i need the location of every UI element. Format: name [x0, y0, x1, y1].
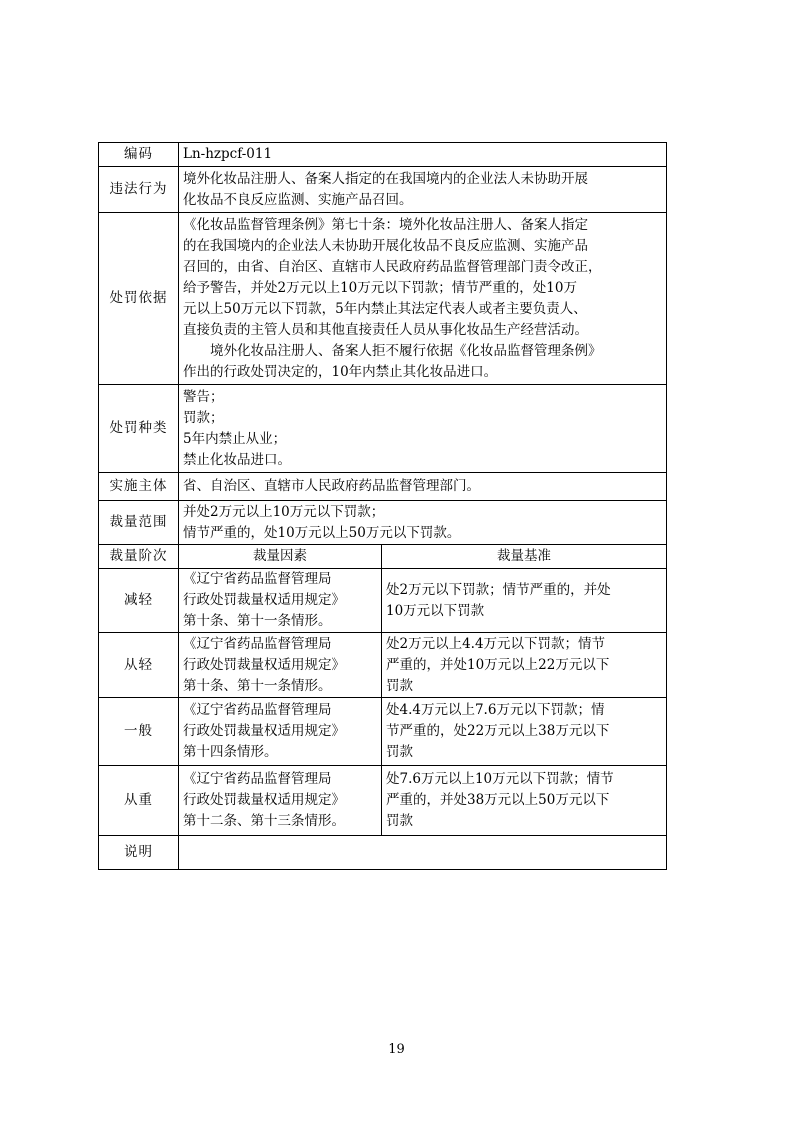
penalty-types-label: 处罚种类 [99, 385, 179, 473]
level-factors [179, 766, 382, 836]
basis-line: 直接负责的主管人员和其他直接责任人员从事化妆品生产经营活动。 [183, 321, 588, 338]
standard-line: 罚款 [386, 677, 413, 694]
level-standard [382, 698, 667, 766]
basis-line: 给予警告，并处2万元以上10万元以下罚款；情节严重的，处10万 [183, 279, 577, 296]
code-value: Ln-hzpcf-011 [179, 143, 667, 167]
factor-line: 第十条、第十一条情形。 [183, 613, 332, 629]
factor-line: 行政处罚裁量权适用规定》 [183, 792, 345, 808]
row-authority [99, 473, 667, 501]
standard-line: 10万元以下罚款 [386, 602, 485, 619]
standard-line: 处2万元以下罚款；情节严重的，并处 [386, 581, 611, 598]
row-level-mitigated [99, 569, 667, 633]
standard-line: 严重的，并处38万元以上50万元以下 [386, 792, 610, 808]
range-line: 并处2万元以上10万元以下罚款； [183, 503, 385, 520]
authority-value: 省、自治区、直辖市人民政府药品监督管理部门。 [179, 473, 667, 501]
row-note [99, 836, 667, 870]
row-levels-header [99, 545, 667, 569]
basis-text [179, 213, 667, 385]
row-level-general [99, 698, 667, 766]
level-label: 一般 [99, 698, 179, 766]
level-factors [179, 569, 382, 633]
row-range [99, 501, 667, 545]
row-penalty-types [99, 385, 667, 473]
penalty-type: 禁止化妆品进口。 [183, 451, 291, 468]
violation-line: 化妆品不良反应监测、实施产品召回。 [183, 191, 413, 208]
factor-line: 《辽宁省药品监督管理局 [183, 771, 332, 787]
standard-line: 严重的，并处10万元以上22万元以下 [386, 656, 610, 673]
factor-line: 第十条、第十一条情形。 [183, 677, 332, 694]
basis-line: 境外化妆品注册人、备案人拒不履行依据《化妆品监督管理条例》 [210, 342, 602, 359]
range-line: 情节严重的，处10万元以上50万元以下罚款。 [183, 524, 461, 541]
level-standard [382, 569, 667, 633]
level-standard [382, 633, 667, 698]
note-value [179, 836, 667, 870]
note-label: 说明 [99, 836, 179, 870]
basis-line: 的在我国境内的企业法人未协助开展化妆品不良反应监测、实施产品 [183, 237, 588, 254]
basis-line: 元以上50万元以下罚款，5年内禁止其法定代表人或者主要负责人、 [183, 300, 587, 317]
basis-label: 处罚依据 [99, 213, 179, 385]
factor-line: 第十二条、第十三条情形。 [183, 813, 345, 829]
level-factors [179, 698, 382, 766]
standard-line: 处2万元以上4.4万元以下罚款；情节 [386, 635, 606, 652]
basis-line: 《化妆品监督管理条例》第七十条：境外化妆品注册人、备案人指定 [183, 216, 588, 233]
authority-label: 实施主体 [99, 473, 179, 501]
row-level-heavier [99, 766, 667, 836]
factor-line: 行政处罚裁量权适用规定》 [183, 592, 345, 608]
standard-line: 罚款 [386, 813, 413, 829]
factor-line: 行政处罚裁量权适用规定》 [183, 656, 345, 673]
standard-line: 节严重的，处22万元以上38万元以下 [386, 723, 610, 739]
penalty-type: 罚款； [183, 409, 224, 426]
level-label: 从重 [99, 766, 179, 836]
page-number: 19 [388, 1042, 405, 1057]
violation-line: 境外化妆品注册人、备案人指定的在我国境内的企业法人未协助开展 [183, 170, 588, 187]
penalty-types-text [179, 385, 667, 473]
range-label: 裁量范围 [99, 501, 179, 545]
row-level-lighter [99, 633, 667, 698]
factor-line: 《辽宁省药品监督管理局 [183, 635, 332, 652]
factors-header: 裁量因素 [179, 545, 382, 569]
factor-line: 《辽宁省药品监督管理局 [183, 571, 332, 587]
row-basis [99, 213, 667, 385]
basis-line: 作出的行政处罚决定的，10年内禁止其化妆品进口。 [183, 363, 498, 380]
standard-line: 处7.6万元以上10万元以下罚款；情节 [386, 771, 614, 787]
penalty-type: 5年内禁止从业； [183, 430, 287, 447]
violation-label: 违法行为 [99, 167, 179, 213]
range-text [179, 501, 667, 545]
level-standard [382, 766, 667, 836]
factor-line: 《辽宁省药品监督管理局 [183, 702, 332, 718]
penalty-type: 警告； [183, 388, 224, 405]
standard-line: 处4.4万元以上7.6万元以下罚款；情 [386, 702, 605, 718]
standard-line: 罚款 [386, 744, 413, 760]
code-label: 编码 [99, 143, 179, 167]
level-factors [179, 633, 382, 698]
basis-line: 召回的，由省、自治区、直辖市人民政府药品监督管理部门责令改正， [183, 258, 602, 275]
level-label: 减轻 [99, 569, 179, 633]
penalty-table [98, 142, 667, 870]
level-label: 从轻 [99, 633, 179, 698]
levels-header-label: 裁量阶次 [99, 545, 179, 569]
standard-header: 裁量基准 [382, 545, 667, 569]
factor-line: 行政处罚裁量权适用规定》 [183, 723, 345, 739]
row-violation [99, 167, 667, 213]
factor-line: 第十四条情形。 [183, 744, 278, 760]
violation-text [179, 167, 667, 213]
row-code [99, 143, 667, 167]
